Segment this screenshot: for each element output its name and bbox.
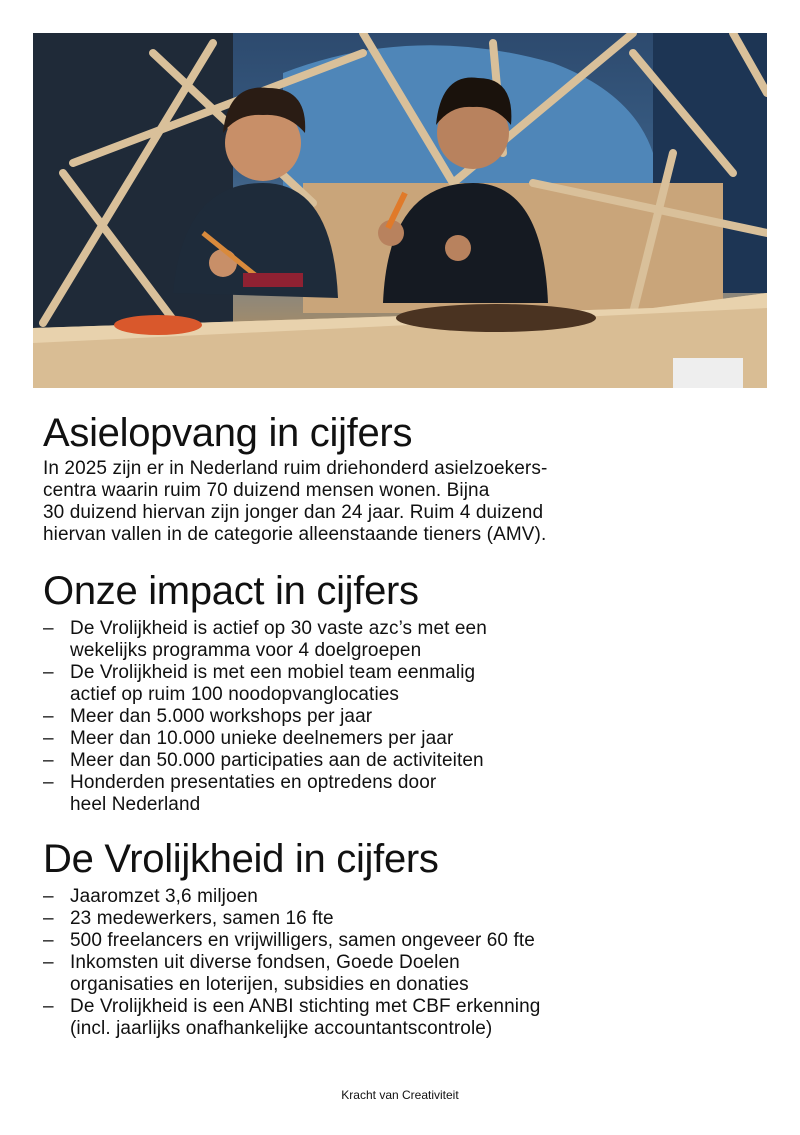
- list-item: – Meer dan 10.000 unieke deelnemers per jaar: [43, 728, 454, 749]
- list-item: – Jaaromzet 3,6 miljoen: [43, 886, 258, 907]
- bullet-dash: –: [43, 996, 54, 1017]
- bullet-dash: –: [43, 662, 54, 683]
- document-body: [43, 410, 763, 1040]
- list-item: – De Vrolijkheid is met een mobiel team eenmalig actief op ruim 100 noodopvanglocaties: [43, 662, 476, 705]
- paragraph-line: In 2025 zijn er in Nederland ruim driehonderd asielzoekers-: [43, 458, 548, 479]
- section-organisation-title: De Vrolijkheid in cijfers: [43, 837, 439, 881]
- bullet-dash: –: [43, 706, 54, 727]
- bullet-dash: –: [43, 750, 54, 771]
- bullet-dash: –: [43, 930, 54, 951]
- list-item: – Honderden presentaties en optredens door heel Nederland: [43, 772, 437, 815]
- paragraph-line: hiervan vallen in de categorie alleenstaande tieners (AMV).: [43, 524, 547, 545]
- bullet-dash: –: [43, 886, 54, 907]
- bullet-dash: –: [43, 618, 54, 639]
- hero-photo-illustration: [33, 33, 767, 388]
- bullet-dash: –: [43, 908, 54, 929]
- list-item: – De Vrolijkheid is actief op 30 vaste azc’s met een wekelijks programma voor 4 doelgroepen: [43, 618, 487, 661]
- hero-photo: [33, 33, 767, 388]
- bullet-dash: –: [43, 952, 54, 973]
- list-item: – Meer dan 50.000 participaties aan de activiteiten: [43, 750, 484, 771]
- list-item: – 500 freelancers en vrijwilligers, samen ongeveer 60 fte: [43, 930, 535, 951]
- section-asylum-title: Asielopvang in cijfers: [43, 411, 413, 455]
- list-item: – De Vrolijkheid is een ANBI stichting met CBF erkenning (incl. jaarlijks onafhankelijke accountantscontrole): [43, 996, 541, 1039]
- paragraph-line: 30 duizend hiervan zijn jonger dan 24 jaar. Ruim 4 duizend: [43, 502, 544, 523]
- page-footer: Kracht van Creativiteit: [341, 1088, 459, 1102]
- section-impact-title: Onze impact in cijfers: [43, 569, 419, 613]
- list-item: – 23 medewerkers, samen 16 fte: [43, 908, 334, 929]
- paragraph-line: centra waarin ruim 70 duizend mensen wonen. Bijna: [43, 480, 490, 501]
- bullet-dash: –: [43, 728, 54, 749]
- bullet-dash: –: [43, 772, 54, 793]
- section-asylum-paragraph: [43, 458, 763, 546]
- list-item: – Meer dan 5.000 workshops per jaar: [43, 706, 373, 727]
- list-item: – Inkomsten uit diverse fondsen, Goede Doelen organisaties en loterijen, subsidies en donaties: [43, 952, 469, 995]
- organisation-list: [43, 886, 763, 1040]
- impact-list: [43, 618, 763, 816]
